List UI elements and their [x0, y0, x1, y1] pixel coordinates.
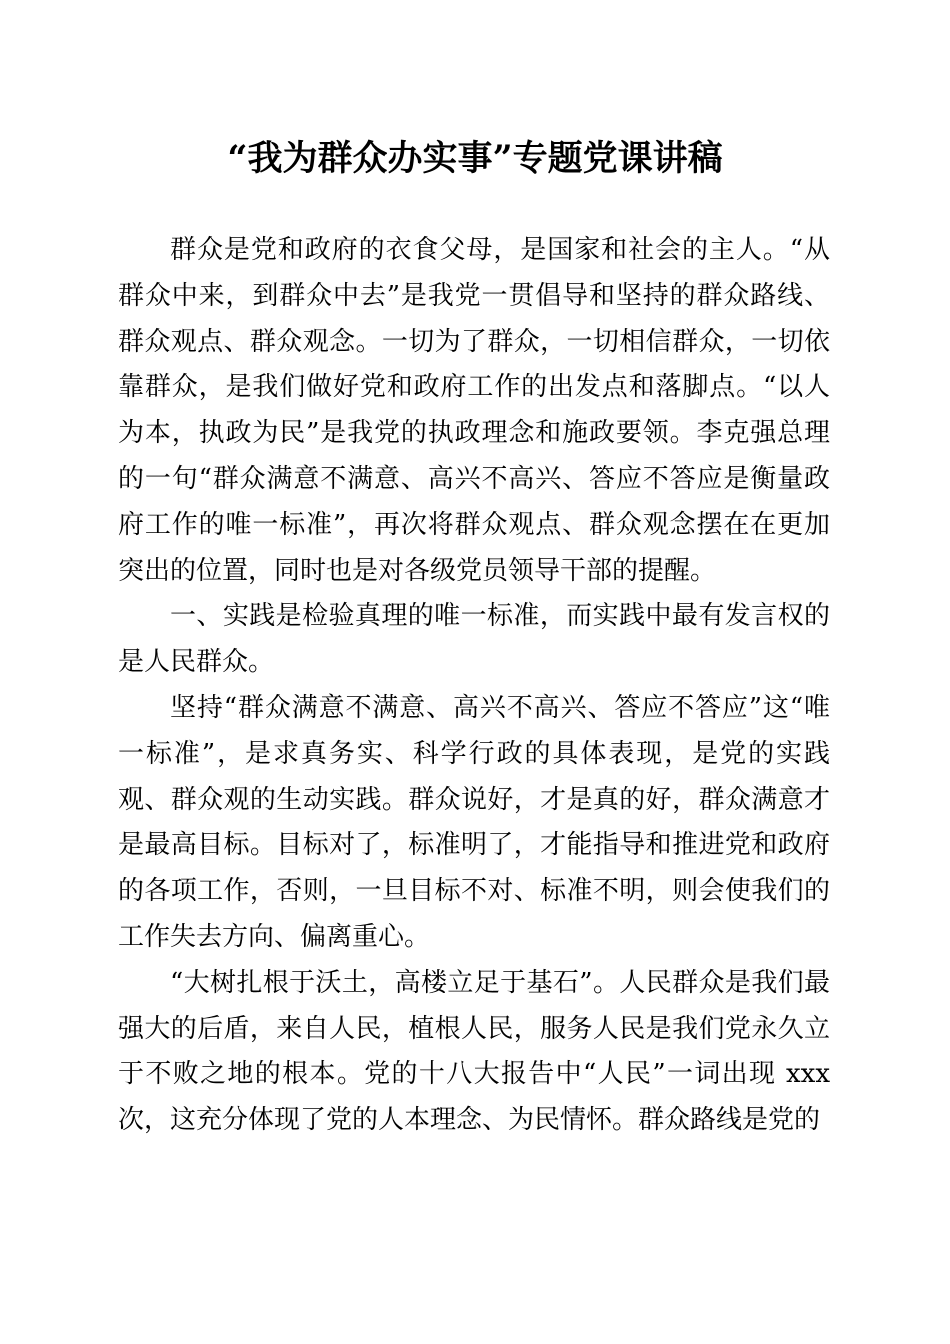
- paragraph-people: “大树扎根于沃土，高楼立足于基石”。人民群众是我们最强大的后盾，来自人民，植根人民，服务人民是我们党永久立于不败之地的根本。党的十八大报告中“人民”一词出现 xxx 次，这充分体现了党的人本理念、为民情怀。群众路线是党的: [118, 967, 830, 1136]
- paragraph-intro: 群众是党和政府的衣食父母，是国家和社会的主人。“从群众中来，到群众中去”是我党一贯倡导和坚持的群众路线、群众观点、群众观念。一切为了群众，一切相信群众，一切依靠群众，是我们做好党和政府工作的出发点和落脚点。“以人为本，执政为民”是我党的执政理念和施政要领。李克强总理的一句“群众满意不满意、高兴不高兴、答应不答应是衡量政府工作的唯一标准”，再次将群众观点、群众观念摆在在更加突出的位置，同时也是对各级党员领导干部的提醒。: [118, 235, 830, 586]
- paragraph-standard: 坚持“群众满意不满意、高兴不高兴、答应不答应”这“唯一标准”，是求真务实、科学行政的具体表现，是党的实践观、群众观的生动实践。群众说好，才是真的好，群众满意才是最高目标。目标对了，标准明了，才能指导和推进党和政府的各项工作，否则，一旦目标不对、标准不明，则会使我们的工作失去方向、偏离重心。: [118, 692, 830, 952]
- document-body: [118, 228, 830, 1144]
- document-title: “我为群众办实事”专题党课讲稿: [227, 138, 723, 179]
- paragraph-section-heading: 一、实践是检验真理的唯一标准，而实践中最有发言权的是人民群众。: [118, 601, 830, 678]
